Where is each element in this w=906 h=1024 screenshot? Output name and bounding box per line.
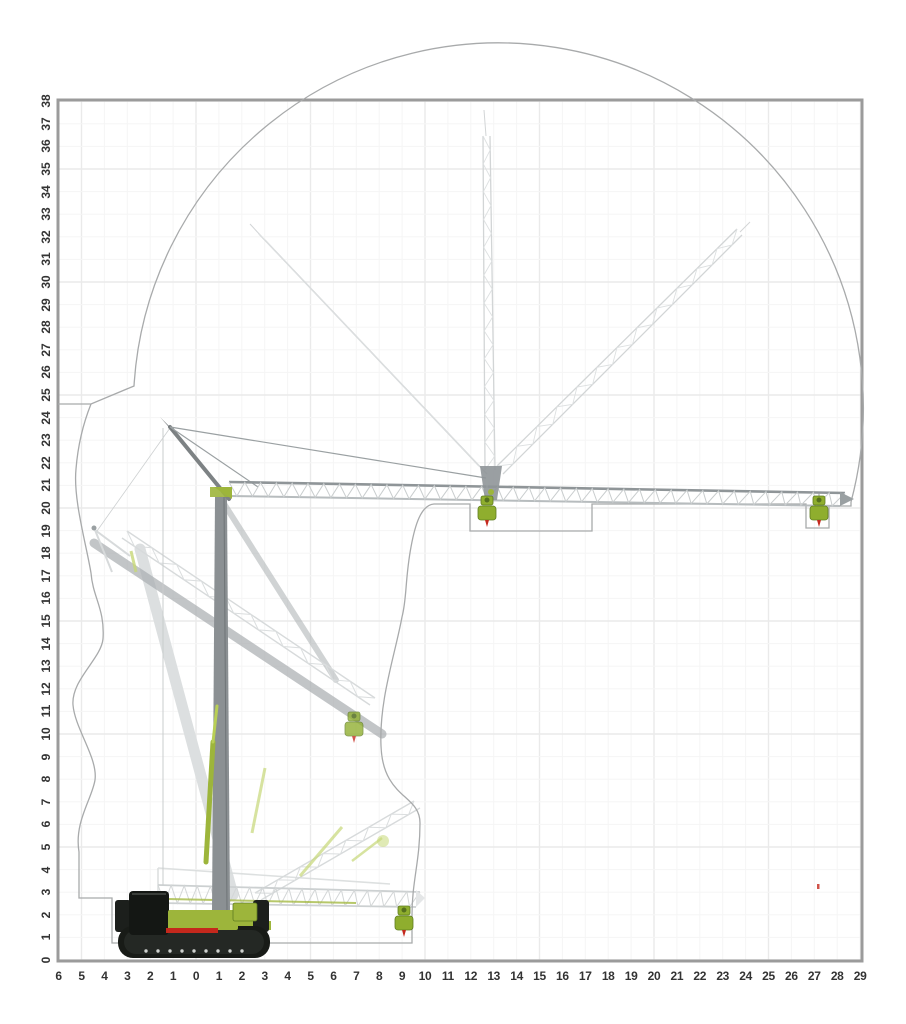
x-axis-label: 2 — [238, 969, 245, 983]
y-axis-label: 1 — [39, 934, 53, 941]
luffing-cylinder — [206, 742, 213, 862]
crane-mast — [212, 497, 230, 912]
hook-block-folded-jib — [395, 906, 413, 937]
y-axis-label: 10 — [39, 727, 53, 741]
jib-tie-rods — [170, 427, 486, 487]
x-axis-label: 0 — [192, 969, 200, 983]
y-axis-label: 17 — [39, 569, 53, 583]
x-axis-label: 27 — [807, 969, 821, 983]
y-axis-label: 15 — [39, 614, 53, 628]
x-axis-label: 25 — [762, 969, 775, 983]
y-axis-label: 27 — [39, 343, 53, 357]
y-axis-label: 7 — [39, 798, 53, 806]
y-axis-label: 13 — [39, 659, 53, 673]
y-axis-label: 34 — [39, 184, 53, 199]
x-axis-label: 20 — [647, 969, 661, 983]
y-axis-label: 23 — [39, 433, 53, 447]
x-axis-label: 3 — [124, 969, 131, 983]
ghost-mast-shadow-2 — [221, 499, 336, 680]
y-axis-label: 30 — [39, 275, 53, 289]
x-axis-label: 7 — [353, 969, 360, 983]
ghost-cylinder — [252, 768, 265, 833]
x-axis-label: 4 — [101, 969, 108, 983]
x-axis-label: 12 — [464, 969, 478, 983]
y-axis-label: 38 — [39, 94, 53, 108]
y-axis-label: 29 — [39, 297, 53, 312]
hinge-pin — [488, 489, 494, 495]
hook-block-jib-tip — [810, 496, 828, 527]
y-axis-label: 26 — [39, 365, 53, 380]
grid-lines — [58, 100, 862, 961]
y-axis-label: 16 — [39, 591, 53, 606]
y-axis-label: 37 — [39, 117, 53, 131]
y-axis-label: 33 — [39, 207, 53, 221]
x-axis-label: 16 — [556, 969, 569, 983]
y-axis-label: 24 — [39, 410, 53, 425]
luffed-jib-left — [250, 224, 487, 474]
slew-red-stripe — [166, 928, 218, 933]
hook-marker — [817, 884, 820, 889]
x-axis-label: 18 — [601, 969, 615, 983]
x-axis-label: 3 — [261, 969, 268, 983]
y-axis-label: 5 — [39, 843, 53, 851]
y-axis-label: 6 — [39, 821, 53, 828]
x-axis-label: 24 — [739, 969, 752, 983]
x-axis-label: 1 — [169, 969, 177, 983]
x-axis-label: 5 — [78, 969, 85, 983]
y-axis-label: 35 — [39, 162, 53, 176]
slew-platform — [168, 910, 238, 930]
y-axis-label: 21 — [39, 478, 53, 493]
x-axis-label: 1 — [215, 969, 223, 983]
y-axis-label: 9 — [39, 753, 53, 760]
y-axis-label: 18 — [39, 546, 53, 560]
y-axis-label: 11 — [39, 705, 53, 718]
y-axis-label: 4 — [39, 866, 53, 873]
x-axis-label: 9 — [398, 969, 406, 983]
y-axis-label: 31 — [39, 252, 53, 267]
y-axis-label: 14 — [39, 636, 53, 651]
jib-foot — [210, 487, 232, 497]
ghost-erection-positions — [92, 428, 426, 907]
x-axis-label: 4 — [284, 969, 291, 983]
x-axis-label: 28 — [830, 969, 844, 983]
y-axis-label: 12 — [39, 682, 53, 696]
ghost-jib-inclined-2 — [255, 801, 420, 900]
winch-box — [233, 903, 257, 921]
x-axis-label: 17 — [578, 969, 592, 983]
y-axis-label: 36 — [39, 139, 53, 154]
x-axis-label: 13 — [487, 969, 501, 983]
y-axis-label: 20 — [39, 501, 53, 515]
y-axis-label: 19 — [39, 523, 53, 538]
x-axis-label: 5 — [307, 969, 314, 983]
y-axis-label: 2 — [39, 911, 53, 919]
x-axis-label: 10 — [418, 969, 432, 983]
x-axis-label: 22 — [693, 969, 707, 983]
luffed-jib-positions — [250, 110, 750, 474]
y-axis-label: 25 — [39, 388, 53, 402]
x-axis-label: 26 — [785, 969, 798, 983]
x-axis-label: 11 — [441, 969, 454, 983]
y-axis-label: 22 — [39, 456, 53, 470]
x-axis-label: 14 — [510, 969, 523, 983]
x-axis-label: 6 — [55, 969, 62, 983]
ghost-cylinder — [300, 827, 342, 876]
ghost-stay-rope — [97, 428, 170, 531]
x-axis-label: 21 — [670, 969, 684, 983]
x-axis-label: 2 — [147, 969, 154, 983]
counterweight — [129, 891, 169, 935]
ghost-apex-tip — [92, 526, 97, 531]
track-pads — [144, 949, 243, 952]
y-axis-label: 28 — [39, 320, 53, 334]
y-axis-label: 32 — [39, 230, 53, 244]
ghost-linkage — [377, 835, 389, 847]
hook-block-ghost — [345, 712, 363, 743]
x-axis-label: 8 — [376, 969, 383, 983]
hook-blocks — [345, 496, 828, 937]
y-axis-label: 0 — [39, 956, 53, 964]
x-axis-label: 15 — [533, 969, 546, 983]
x-axis-label: 29 — [853, 969, 867, 983]
x-axis-label: 23 — [716, 969, 730, 983]
jib-nose — [840, 492, 854, 506]
y-axis-label: 3 — [39, 888, 53, 896]
y-axis-label: 8 — [39, 775, 53, 783]
x-axis-label: 6 — [330, 969, 337, 983]
x-axis-label: 19 — [624, 969, 638, 983]
